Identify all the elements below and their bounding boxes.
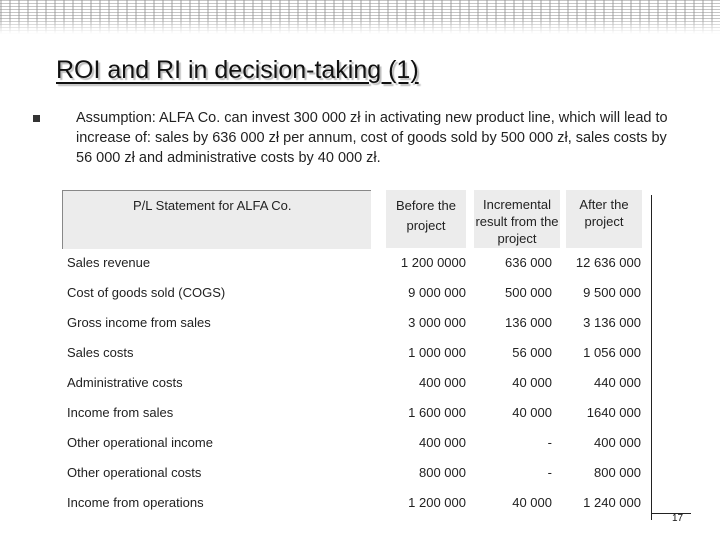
cell-before: 9 000 000: [408, 285, 466, 300]
row-label: Sales costs: [67, 345, 134, 360]
cell-incremental: 40 000: [512, 375, 552, 390]
table-row: [0, 315, 720, 345]
cell-before: 1 200 000: [408, 495, 466, 510]
cell-after: 1 240 000: [583, 495, 641, 510]
cell-after: 9 500 000: [583, 285, 641, 300]
cell-incremental: 500 000: [505, 285, 552, 300]
table-row: [0, 465, 720, 495]
row-label: Gross income from sales: [67, 315, 211, 330]
table-header-label: P/L Statement for ALFA Co.: [133, 198, 292, 213]
cell-after: 800 000: [594, 465, 641, 480]
cell-after: 1 056 000: [583, 345, 641, 360]
assumption-text: Assumption: ALFA Co. can invest 300 000 zł in activating new product line, which will lead to increase of: sales by 636 000 zł per annum, cost of goods sold by 500 000 zł, sales costs by 56 000 zł and administrative costs by 40 000 zł.: [76, 110, 668, 166]
cell-before: 1 000 000: [408, 345, 466, 360]
table-row: [0, 435, 720, 465]
row-label: Income from operations: [67, 495, 204, 510]
row-label: Administrative costs: [67, 375, 183, 390]
cell-incremental: 40 000: [512, 405, 552, 420]
table-header-incremental: Incremental result from the project: [475, 197, 559, 246]
cell-incremental: 56 000: [512, 345, 552, 360]
cell-before: 1 200 0000: [400, 255, 466, 270]
table-row: [0, 255, 720, 285]
table-header-incremental-cell: [474, 190, 560, 248]
row-label: Cost of goods sold (COGS): [67, 285, 226, 300]
cell-incremental: -: [547, 435, 552, 450]
cell-incremental: 40 000: [512, 495, 552, 510]
table-row: [0, 285, 720, 315]
table-header-label-cell: [62, 190, 371, 249]
cell-after: 400 000: [594, 435, 641, 450]
cell-after: 440 000: [594, 375, 641, 390]
cell-incremental: -: [547, 465, 552, 480]
decorative-top-band: [0, 0, 720, 34]
row-label: Other operational costs: [67, 465, 202, 480]
table-row: [0, 495, 720, 525]
cell-incremental: 136 000: [505, 315, 552, 330]
table-header-before: Before the project: [396, 198, 456, 233]
bullet-icon: [33, 115, 40, 122]
table-header-before-cell: [386, 190, 466, 248]
table-row: [0, 375, 720, 405]
cell-before: 3 000 000: [408, 315, 466, 330]
row-label: Sales revenue: [67, 255, 151, 270]
cell-after: 1640 000: [586, 405, 641, 420]
row-label: Other operational income: [67, 435, 213, 450]
row-label: Income from sales: [67, 405, 174, 420]
slide-title: ROI and RI in decision-taking (1): [56, 56, 419, 84]
page-number: 17: [672, 513, 684, 524]
cell-before: 800 000: [419, 465, 466, 480]
cell-after: 12 636 000: [575, 255, 641, 270]
table-header-after-cell: [566, 190, 642, 248]
table-row: [0, 405, 720, 435]
cell-before: 1 600 000: [408, 405, 466, 420]
cell-incremental: 636 000: [505, 255, 552, 270]
cell-before: 400 000: [419, 375, 466, 390]
cell-after: 3 136 000: [583, 315, 641, 330]
table-row: [0, 345, 720, 375]
table-header-after: After the project: [579, 197, 629, 229]
cell-before: 400 000: [419, 435, 466, 450]
